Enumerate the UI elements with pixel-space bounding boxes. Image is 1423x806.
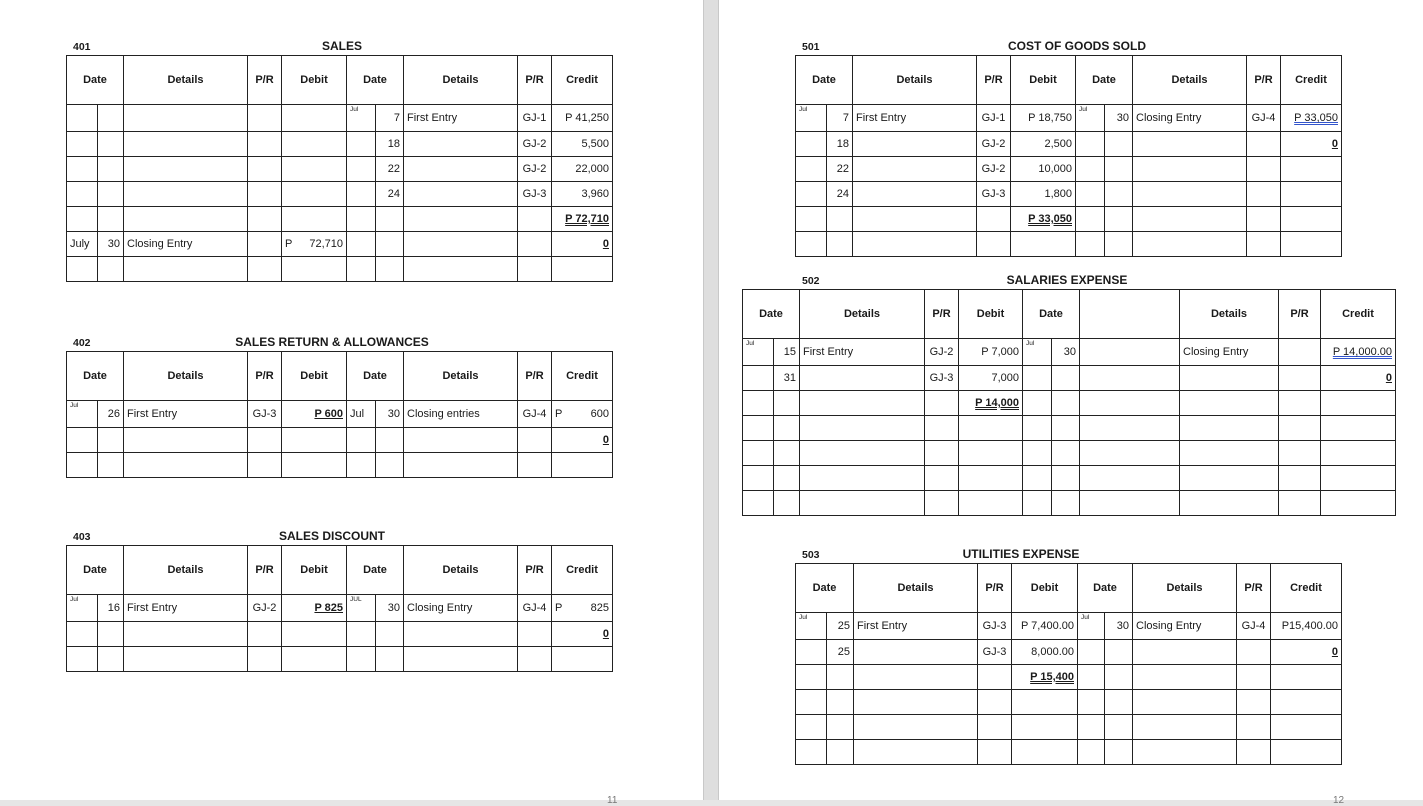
credit-pr-header: P/R [518,546,552,595]
account-number: 501 [802,41,820,53]
table-row [796,132,1342,157]
credit-cell: 3,960 [552,182,613,207]
pr-cell: GJ-1 [518,105,552,132]
pr-cell: GJ-3 [978,613,1012,640]
page-number: 12 [1333,795,1345,806]
credit-pr-header: P/R [518,56,552,105]
day-cell: 31 [774,366,800,391]
table-row [743,441,1396,466]
debit-total: P 33,050 [1028,213,1072,225]
debit-cell: P 18,750 [1011,105,1076,132]
account-title: SALES [321,39,362,53]
details-cell: First Entry [854,613,978,640]
debit-total: P 15,400 [1030,671,1074,683]
day-cell: 30 [1052,339,1080,366]
credit-pr-header: P/R [1247,56,1281,105]
credit-pr-header: P/R [1279,290,1321,339]
debit-pr-header: P/R [248,56,282,105]
table-row [67,207,613,232]
pr-cell: GJ-2 [248,595,282,622]
table-row [67,401,613,428]
debit-cell: 1,800 [1011,182,1076,207]
ledger-header-row [796,564,1342,613]
ledger-header-row [67,352,613,401]
pr-cell: GJ-1 [977,105,1011,132]
table-row [796,182,1342,207]
account-number: 401 [73,41,91,53]
day-cell: 25 [827,640,854,665]
day-cell: 30 [98,232,124,257]
credit-header: Credit [1271,564,1342,613]
pr-cell: GJ-3 [518,182,552,207]
debit-pr-header: P/R [925,290,959,339]
details-cell: Closing Entry [404,595,518,622]
table-row [67,428,613,453]
day-cell: 30 [1105,105,1133,132]
table-row [743,466,1396,491]
month-cell: JUL [347,595,376,622]
details-cell: First Entry [853,105,977,132]
credit-details-header: Details [1180,290,1279,339]
debit-details-header: Details [124,56,248,105]
details-cell: Closing entries [404,401,518,428]
pr-cell: GJ-3 [925,366,959,391]
debit-pr-header: P/R [248,352,282,401]
table-row [796,613,1342,640]
debit-header: Debit [282,56,347,105]
table-row [67,257,613,282]
credit-date-header: Date [1023,290,1080,339]
month-cell: Jul [347,105,376,132]
table-row [67,105,613,132]
credit-details-header: Details [404,56,518,105]
debit-details-header: Details [124,546,248,595]
details-cell: Closing Entry [1133,613,1237,640]
day-cell: 30 [376,595,404,622]
table-row [796,157,1342,182]
credit-balance: 0 [1331,646,1338,658]
debit-header: Debit [1012,564,1078,613]
account-title-part: SALES [278,529,323,543]
table-row [743,366,1396,391]
day-cell: 15 [774,339,800,366]
credit-cell: P 41,250 [552,105,613,132]
month-cell: Jul [796,105,827,132]
debit-details-header: Details [854,564,978,613]
debit-pr-header: P/R [977,56,1011,105]
day-cell: 18 [827,132,853,157]
debit-header: Debit [1011,56,1076,105]
credit-date-header: Date [347,352,404,401]
pr-cell: GJ-4 [518,401,552,428]
credit-details-header: Details [404,546,518,595]
table-row [796,640,1342,665]
table-row [67,622,613,647]
credit-cell [552,595,613,622]
month-cell: Jul [67,595,98,622]
credit-balance: 0 [1385,372,1392,384]
table-row [67,132,613,157]
details-cell: First Entry [124,401,248,428]
account-number: 402 [73,337,91,349]
table-row [67,647,613,672]
debit-header: Debit [959,290,1023,339]
table-row [743,391,1396,416]
credit-balance: 0 [1331,138,1338,150]
debit-total: P 600 [314,408,343,420]
credit-pr-header: P/R [518,352,552,401]
credit-cell: 5,500 [552,132,613,157]
debit-date-header: Date [67,352,124,401]
credit-details-header: Details [404,352,518,401]
debit-pr-header: P/R [248,546,282,595]
pr-cell: GJ-4 [1237,613,1271,640]
table-row [796,665,1342,690]
debit-date-header: Date [67,546,124,595]
pr-cell: GJ-2 [925,339,959,366]
table-row [796,690,1342,715]
day-cell: 25 [827,613,854,640]
debit-cell: 8,000.00 [1012,640,1078,665]
page-number: 11 [607,795,618,806]
table-row [67,595,613,622]
salaries-ledger [742,289,1396,516]
account-number: 503 [802,549,820,561]
pr-cell: GJ-3 [977,182,1011,207]
day-cell: 26 [98,401,124,428]
debit-total: P 14,000 [975,397,1019,409]
credit-details-header: Details [1133,564,1237,613]
debit-pr-header: P/R [978,564,1012,613]
month-cell: Jul [1023,339,1052,366]
day-cell: 24 [376,182,404,207]
credit-header: Credit [1281,56,1342,105]
credit-amount: 825 [590,602,609,614]
account-title: SALES RETURN & ALLOWANCES [235,335,429,349]
debit-cell: 7,000 [959,366,1023,391]
account-number: 403 [73,531,91,543]
right-page [719,0,1423,806]
day-cell: 30 [376,401,404,428]
month-cell: Jul [1078,613,1105,640]
month-cell: Jul [743,339,774,366]
pr-cell: GJ-3 [248,401,282,428]
credit-cell: 22,000 [552,157,613,182]
debit-cell: P 7,000 [959,339,1023,366]
details-cell: First Entry [800,339,925,366]
pr-cell: GJ-2 [518,132,552,157]
account-title: UTILITIES EXPENSE [962,547,1080,561]
credit-header: Credit [552,56,613,105]
details-cell: First Entry [404,105,518,132]
credit-pr-header: P/R [1237,564,1271,613]
table-row [743,416,1396,441]
month-cell: July [67,232,98,257]
table-row [796,207,1342,232]
account-title: SALARIES EXPENSE [1006,273,1128,287]
debit-date-header: Date [796,56,853,105]
table-row [796,232,1342,257]
ledger-header-row [67,56,613,105]
credit-total: P 72,710 [565,213,609,225]
debit-cell: 10,000 [1011,157,1076,182]
month-cell: Jul [796,613,827,640]
day-cell: 16 [98,595,124,622]
table-row [67,157,613,182]
day-cell: 7 [376,105,404,132]
debit-details-header: Details [853,56,977,105]
utilities-ledger [795,563,1342,765]
credit-total: P 14,000.00 [1332,346,1392,358]
credit-balance: 0 [602,434,609,446]
credit-total: P 33,050 [1294,112,1338,124]
credit-date-header: Date [1076,56,1133,105]
debit-amount: 72,710 [309,238,343,250]
pr-cell: GJ-3 [978,640,1012,665]
page-gap [703,0,719,800]
details-cell: First Entry [124,595,248,622]
day-cell: 18 [376,132,404,157]
pr-cell: GJ-4 [1247,105,1281,132]
credit-cell [552,401,613,428]
day-cell: 30 [1105,613,1133,640]
details-cell: Closing Entry [1180,339,1279,366]
day-cell: 22 [827,157,853,182]
debit-date-header: Date [67,56,124,105]
left-page [0,0,703,806]
debit-details-header: Details [124,352,248,401]
table-row [67,453,613,478]
table-row [743,491,1396,516]
sales-returns-ledger [66,351,613,478]
debit-cell [282,232,347,257]
account-title [272,529,392,543]
debit-header: Debit [282,352,347,401]
currency-symbol: P [285,238,293,250]
debit-total: P 825 [314,602,343,614]
credit-date-header: Date [1078,564,1133,613]
currency-symbol: P [555,602,563,614]
month-cell: Jul [347,401,376,428]
account-title: COST OF GOODS SOLD [1007,39,1146,53]
sales-discount-ledger [66,545,613,672]
sales-ledger [66,55,613,282]
day-cell: 7 [827,105,853,132]
account-number: 502 [802,275,820,287]
credit-amount: 600 [590,408,609,420]
table-row [796,105,1342,132]
month-cell: Jul [1076,105,1105,132]
ledger-header-row [67,546,613,595]
pr-cell: GJ-2 [518,157,552,182]
month-cell: Jul [67,401,98,428]
credit-header: Credit [552,546,613,595]
currency-symbol: P [555,408,563,420]
day-cell: 22 [376,157,404,182]
table-row [796,715,1342,740]
credit-details-header: Details [1133,56,1247,105]
table-row [67,232,613,257]
table-row [796,740,1342,765]
pr-cell: GJ-2 [977,157,1011,182]
debit-cell: 2,500 [1011,132,1076,157]
credit-balance: 0 [602,628,609,640]
pr-cell: GJ-2 [977,132,1011,157]
debit-date-header: Date [743,290,800,339]
ledger-header-row [743,290,1396,339]
credit-header: Credit [1321,290,1396,339]
debit-header: Debit [282,546,347,595]
credit-header: Credit [552,352,613,401]
debit-cell: P 7,400.00 [1012,613,1078,640]
credit-date-header: Date [347,546,404,595]
day-cell: 24 [827,182,853,207]
debit-date-header: Date [796,564,854,613]
account-title-part: DISCOUNT [322,529,385,543]
debit-details-header: Details [800,290,925,339]
credit-balance: 0 [602,238,609,250]
table-row [743,339,1396,366]
table-row [67,182,613,207]
credit-date-header: Date [347,56,404,105]
details-cell: Closing Entry [124,232,248,257]
cogs-ledger [795,55,1342,257]
pr-cell: GJ-4 [518,595,552,622]
credit-cell: P15,400.00 [1271,613,1342,640]
details-cell: Closing Entry [1133,105,1247,132]
ledger-header-row [796,56,1342,105]
